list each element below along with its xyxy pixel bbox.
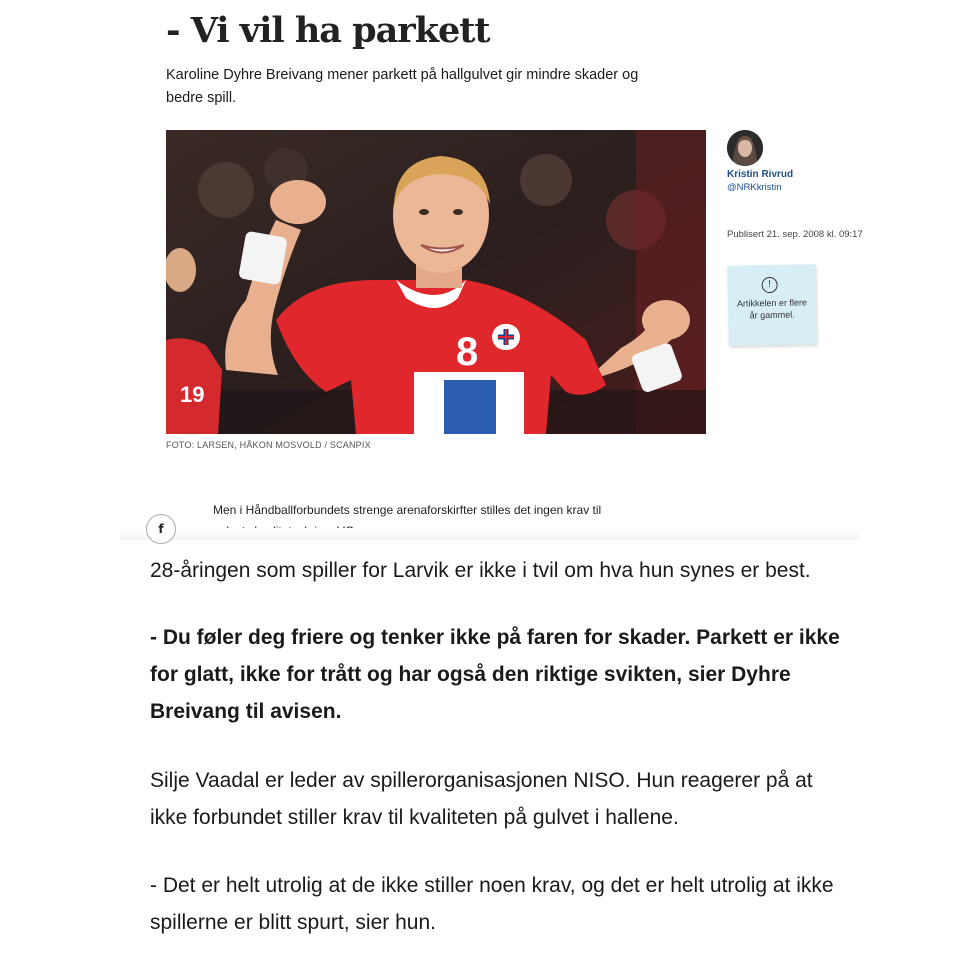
share-strip xyxy=(120,528,860,540)
author-name[interactable]: Kristin Rivrud xyxy=(727,169,794,180)
age-notice xyxy=(727,264,816,346)
photo-caption: FOTO: LARSEN, HÅKON MOSVOLD / SCANPIX xyxy=(166,440,371,450)
facebook-icon: f xyxy=(158,522,164,536)
age-notice-text: Artikkelen er flere år gammel. xyxy=(736,297,808,321)
published-date: Publisert 21. sep. 2008 kl. 09:17 xyxy=(727,229,863,240)
article-photo[interactable] xyxy=(166,130,706,434)
svg-text:19: 19 xyxy=(180,382,205,407)
paragraph-3: Silje Vaadal er leder av spillerorganisasjonen NISO. Hun reagerer på at ikke forbundet stiller krav til kvaliteten på gulvet i hallene. xyxy=(150,769,813,829)
paragraph-4-quote: - Det er helt utrolig at de ikke stiller noen krav, og det er helt utrolig at ikke spillerne er blitt spurt, sier hun. xyxy=(150,874,834,934)
article-teaser: Men i Håndballforbundets strenge arenaforskirfter stilles det ingen krav til xyxy=(213,503,602,517)
author-avatar[interactable] xyxy=(727,130,763,166)
paragraph-1: 28-åringen som spiller for Larvik er ikke i tvil om hva hun synes er best. xyxy=(150,559,811,582)
jersey-number: 8 xyxy=(456,330,479,374)
article-title: - Vi vil ha parkett xyxy=(166,10,490,51)
exclamation-icon: ! xyxy=(762,277,778,293)
author-handle[interactable]: @NRKkristin xyxy=(727,182,782,193)
facebook-share-button[interactable] xyxy=(146,514,176,544)
paragraph-2-quote: - Du føler deg friere og tenker ikke på faren for skader. Parkett er ikke for glatt, ikke for trått og har også den riktige svikten, sier Dyhre Breivang til avisen. xyxy=(150,626,840,723)
article-lead: Karoline Dyhre Breivang mener parkett på hallgulvet gir mindre skader og bedre spill. xyxy=(166,67,639,106)
